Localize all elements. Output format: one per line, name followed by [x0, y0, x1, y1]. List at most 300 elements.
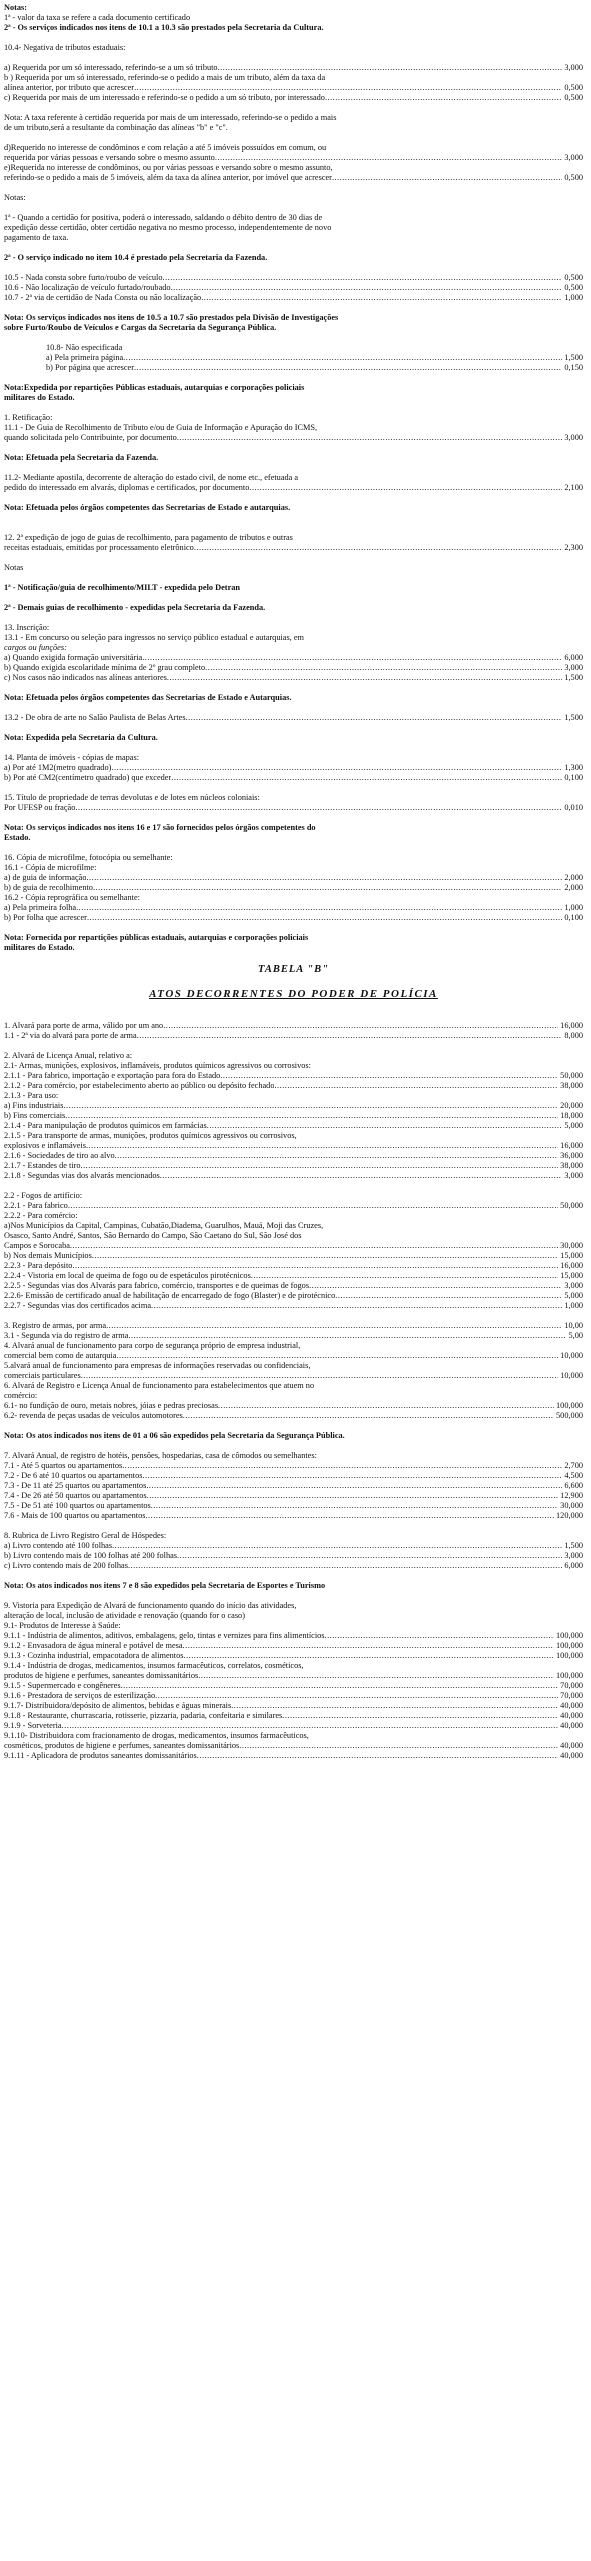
note-text: Nota: Efetuada pelos órgãos competentes das Secretarias de Estado e Autarquias.	[4, 693, 292, 702]
fee-entry-label: 2.1.2 - Para comércio, por estabelecimento aberto ao público ou depósito fechado	[4, 1081, 275, 1090]
text-line: Notas	[4, 563, 24, 572]
fee-entry	[4, 773, 583, 783]
fee-entry-value: 18,000	[560, 1111, 583, 1120]
fee-entry-value: 0,500	[564, 83, 583, 92]
fee-entry	[4, 663, 583, 673]
fee-entry	[4, 1651, 583, 1661]
fee-entry-value: 2,000	[564, 883, 583, 892]
fee-entry-label: c) Nos casos não indicados nas alíneas anteriores	[4, 673, 167, 682]
text-line: 1. Retificação:	[4, 413, 53, 422]
fee-entry-value: 3,000	[564, 1551, 583, 1560]
note-text: 1ª - Notificação/guia de recolhimento/MILT - expedida pelo Detran	[4, 583, 241, 592]
fee-entry	[4, 873, 583, 883]
dot-leader	[171, 283, 563, 293]
dot-leader	[163, 273, 563, 283]
fee-entry-label: Por UFESP ou fração	[4, 803, 76, 812]
fee-entry-label: 3. Registro de armas, por arma	[4, 1321, 107, 1330]
fee-entry-label: 9.1.7- Distribuidora/depósito de alimentos, bebidas e águas minerais	[4, 1701, 232, 1710]
fee-entry-value: 2,100	[564, 483, 583, 492]
fee-entry	[4, 1281, 583, 1291]
spacer	[4, 333, 583, 343]
fee-entry-value: 120,000	[556, 1511, 583, 1520]
dot-leader	[123, 353, 562, 363]
text-line: alteração de local, inclusão de atividade e renovação (quando for o caso)	[4, 1611, 245, 1620]
fee-entry-value: 0,100	[564, 913, 583, 922]
dot-leader	[151, 1501, 558, 1511]
dot-leader	[231, 1701, 558, 1711]
fee-entry-label: comerciais particulares	[4, 1371, 81, 1380]
fee-entry	[4, 1021, 583, 1031]
fee-entry-value: 1,500	[564, 1541, 583, 1550]
spacer	[4, 463, 583, 473]
fee-entry-label: 9.1.9 - Sorveteria	[4, 1721, 62, 1730]
fee-entry-label: a) Pela primeira página	[46, 353, 124, 362]
fee-entry-value: 5,00	[568, 1331, 583, 1340]
text-line: 9. Vistoria para Expedição de Alvará de funcionamento quando do início das atividades,	[4, 1601, 297, 1610]
dot-leader	[93, 883, 562, 893]
text-line: pagamento de taxa.	[4, 233, 69, 242]
text-line: Osasco, Santo André, Santos, São Bernardo do Campo, São Caetano do Sul, São José dos	[4, 1231, 302, 1240]
fee-entry	[4, 763, 583, 773]
fee-entry	[4, 273, 583, 283]
spacer	[4, 1011, 583, 1021]
fee-entry-label: b) Por folha que acrescer	[4, 913, 87, 922]
dot-leader	[325, 1631, 555, 1641]
note-text: Nota: Os atos indicados nos itens de 01 a 06 são expedidos pela Secretaria da Segurança Pública.	[4, 1431, 345, 1440]
fee-entry-label: 2.1.8 - Segundas vias dos alvarás mencionados	[4, 1171, 160, 1180]
table-title: TABELA "B"	[258, 964, 329, 975]
text-line: 2.1.5 - Para transporte de armas, munições, produtos químicos agressivos ou corrosivos,	[4, 1131, 297, 1140]
dot-leader	[128, 1561, 562, 1571]
dot-leader	[163, 1021, 558, 1031]
dot-leader	[116, 1351, 558, 1361]
fee-entry-value: 36,000	[560, 1151, 583, 1160]
fee-entry-value: 0,150	[564, 363, 583, 372]
fee-entry	[4, 1171, 583, 1181]
fee-entry-label: 2.1.6 - Sociedades de tiro ao alvo	[4, 1151, 115, 1160]
fee-entry	[4, 1681, 583, 1691]
text-line: Nota: A taxa referente à certidão requerida por mais de um interessado, referindo-se o pedido a mais	[4, 113, 337, 122]
dot-leader	[177, 433, 563, 443]
fee-entry	[4, 1201, 583, 1211]
fee-entry-value: 3,000	[564, 153, 583, 162]
fee-entry	[4, 1541, 583, 1551]
note-text: Nota: Os atos indicados nos itens 7 e 8 são expedidos pela Secretaria de Esportes e Turismo	[4, 1581, 326, 1590]
fee-entry-label: 9.1.1 - Indústria de alimentos, aditivos, embalagens, gelo, tintas e vernizes para fins alimentícios	[4, 1631, 325, 1640]
spacer	[4, 1591, 583, 1601]
fee-entry-value: 70,000	[560, 1691, 583, 1700]
fee-entry-value: 5,000	[564, 1291, 583, 1300]
spacer	[4, 703, 583, 713]
fee-entry-value: 1,500	[564, 713, 583, 722]
fee-entry	[4, 1071, 583, 1081]
dot-leader	[142, 1471, 562, 1481]
fee-entry-label: 9.1.11 - Aplicadora de produtos saneantes domissanitários	[4, 1751, 197, 1760]
fee-entry-value: 0,010	[564, 803, 583, 812]
fee-entry-value: 0,500	[564, 93, 583, 102]
fee-entry-label: 2.2.5 - Segundas vias dos Alvarás para fabrico, comércio, transportes e de queimas de fogos	[4, 1281, 310, 1290]
fee-entry-value: 16,000	[560, 1141, 583, 1150]
spacer	[4, 553, 583, 563]
fee-entry-value: 40,000	[560, 1701, 583, 1710]
fee-entry	[4, 913, 583, 923]
fee-entry-value: 2,300	[564, 543, 583, 552]
text-line: 16.1 - Cópia de microfilme:	[4, 863, 97, 872]
spacer	[4, 523, 583, 533]
text-line: b ) Requerida por um só interessado, referindo-se o pedido a mais de um tributo, além da taxa da	[4, 73, 326, 82]
text-line: 9.1.10- Distribuidora com fracionamento de drogas, medicamentos, insumos farmacêuticos,	[4, 1731, 309, 1740]
fee-entry-label: 2.2.4 - Vistoria em local de queima de fogo ou de espetáculos pirotécnicos	[4, 1271, 251, 1280]
fee-entry-label: a) Requerida por um só interessado, referindo-se a um só tributo	[4, 63, 218, 72]
fee-entry	[4, 1101, 583, 1111]
fee-entry-value: 1,500	[564, 353, 583, 362]
fee-entry-label: 2.2.1 - Para fabrico	[4, 1201, 68, 1210]
fee-entry-label: 10.7 - 2ª via de certidão de Nada Consta ou não localização	[4, 293, 202, 302]
fee-entry-value: 30,000	[560, 1241, 583, 1250]
spacer	[4, 1001, 583, 1011]
dot-leader	[201, 293, 562, 303]
fee-entry	[4, 353, 583, 363]
fee-entry-value: 6,600	[564, 1481, 583, 1490]
text-line: 13. Inscrição:	[4, 623, 50, 632]
spacer	[4, 1181, 583, 1191]
fee-entry	[4, 1491, 583, 1501]
fee-entry	[4, 293, 583, 303]
text-line: 14. Planta de imóveis - cópias de mapas:	[4, 753, 140, 762]
fee-entry-label: cosméticos, produtos de higiene e perfumes, saneantes domissanitários	[4, 1741, 240, 1750]
fee-entry	[4, 1291, 583, 1301]
fee-entry-value: 3,000	[564, 433, 583, 442]
fee-entry-value: 40,000	[560, 1721, 583, 1730]
dot-leader	[111, 763, 562, 773]
dot-leader	[218, 1401, 554, 1411]
fee-entry-label: b) Livro contendo mais de 100 folhas até 200 folhas	[4, 1551, 178, 1560]
fee-entry	[4, 283, 583, 293]
spacer	[4, 33, 583, 43]
fee-entry	[4, 673, 583, 683]
fee-entry	[4, 1671, 583, 1681]
fee-entry	[4, 483, 583, 493]
fee-entry	[4, 93, 583, 103]
fee-entry-label: receitas estaduais, emitidas por processamento eletrônico	[4, 543, 194, 552]
fee-entry-value: 1,000	[564, 293, 583, 302]
fee-entry-value: 40,000	[560, 1741, 583, 1750]
note-text: Nota: Expedida pela Secretaria da Cultura.	[4, 733, 158, 742]
fee-entry-value: 50,000	[560, 1201, 583, 1210]
dot-leader	[106, 1321, 562, 1331]
fee-entry-value: 0,500	[564, 273, 583, 282]
fee-entry-label: 3.1 - Segunda via do registro de arma	[4, 1331, 129, 1340]
dot-leader	[251, 1271, 558, 1281]
fee-entry	[4, 1331, 583, 1341]
fee-entry-label: 9.1.8 - Restaurante, churrascaria, rotisserie, pizzaria, padaria, confeitaria e similares	[4, 1711, 283, 1720]
fee-entry	[4, 1631, 583, 1641]
fee-entry	[4, 1561, 583, 1571]
fee-entry	[4, 1471, 583, 1481]
text-line: 8. Rubrica de Livro Registro Geral de Hóspedes:	[4, 1531, 167, 1540]
dot-leader	[194, 543, 562, 553]
fee-entry-label: a) Quando exigida formação universitária	[4, 653, 143, 662]
fee-entry-label: 9.1.2 - Envasadora de água mineral e potável de mesa	[4, 1641, 183, 1650]
text-line: 16. Cópia de microfilme, fotocópia ou semelhante:	[4, 853, 173, 862]
fee-entry	[4, 1721, 583, 1731]
text-line: 11.1 - De Guia de Recolhimento de Tributo e/ou de Guia de Informação e Apuração do ICMS,	[4, 423, 318, 432]
fee-entry	[4, 1411, 583, 1421]
fee-entry-value: 5,000	[564, 1121, 583, 1130]
dot-leader	[121, 1681, 559, 1691]
fee-entry	[4, 1321, 583, 1331]
dot-leader	[155, 1691, 558, 1701]
fee-entry-value: 40,000	[560, 1711, 583, 1720]
text-line: 10.4- Negativa de tributos estaduais:	[4, 43, 126, 52]
spacer	[4, 573, 583, 583]
fee-entry-value: 10,000	[560, 1351, 583, 1360]
text-line: 5.alvará anual de funcionamento para empresas de informações reservadas ou confidenciais,	[4, 1361, 311, 1370]
fee-entry-value: 20,000	[560, 1101, 583, 1110]
text-line: 1ª - Quando a certidão for positiva, poderá o interessado, saldando o débito dentro de 30 dias de	[4, 213, 323, 222]
fee-entry	[4, 803, 583, 813]
spacer	[4, 103, 583, 113]
spacer	[4, 493, 583, 503]
spacer	[4, 243, 583, 253]
dot-leader	[134, 83, 562, 93]
fee-entry-value: 3,000	[564, 1171, 583, 1180]
section-title: ATOS DECORRENTES DO PODER DE POLÍCIA	[149, 988, 438, 1000]
dot-leader	[220, 1071, 558, 1081]
spacer	[4, 843, 583, 853]
fee-entry-value: 1,500	[564, 673, 583, 682]
fee-entry-value: 15,000	[560, 1271, 583, 1280]
fee-entry-label: produtos de higiene e perfumes, saneantes domissanitários	[4, 1671, 199, 1680]
fee-entry	[4, 1691, 583, 1701]
dot-leader	[63, 1101, 558, 1111]
text-line: a)Nos Municípios da Capital, Campinas, Cubatão,Diadema, Guarulhos, Mauá, Moji das Cruzes,	[4, 1221, 324, 1230]
fee-entry-value: 1,000	[564, 903, 583, 912]
fee-entry	[4, 1111, 583, 1121]
fee-entry-value: 1,300	[564, 763, 583, 772]
dot-leader	[282, 1711, 558, 1721]
spacer	[4, 303, 583, 313]
text-line: 6. Alvará de Registro e Licença Anual de funcionamento para estabelecimentos que atuem no	[4, 1381, 315, 1390]
spacer	[4, 53, 583, 63]
dot-leader	[87, 913, 562, 923]
fee-entry	[4, 543, 583, 553]
dot-leader	[335, 1291, 562, 1301]
text-line: Notas:	[4, 193, 26, 202]
note-text: Nota: Efetuada pela Secretaria da Fazenda.	[4, 453, 159, 462]
fee-entry	[4, 363, 583, 373]
text-line: 2.2 - Fogos de artifício:	[4, 1191, 83, 1200]
dot-leader	[128, 1331, 566, 1341]
spacer	[4, 183, 583, 193]
note-text: Nota:Expedida por repartições Públicas estaduais, autarquias e corporações policiais	[4, 383, 305, 392]
fee-entry-label: 2.2.7 - Segundas vias dos certificados acima	[4, 1301, 151, 1310]
fee-entry-value: 10,00	[564, 1321, 583, 1330]
fee-entry-label: referindo-se o pedido a mais de 5 imóveis, além da taxa da alínea anterior, por imóvel que acrescer	[4, 173, 332, 182]
fee-entry-value: 1,000	[564, 1301, 583, 1310]
fee-entry	[4, 1741, 583, 1751]
fee-entry-label: 10.6 - Não localização de veículo furtado/roubado	[4, 283, 171, 292]
text-line: 10.8- Não especificada	[46, 343, 123, 352]
fee-entry	[4, 1641, 583, 1651]
fee-entry-label: 10.5 - Nada consta sobre furto/roubo de veículo	[4, 273, 163, 282]
text-line: 2.1.3 - Para uso:	[4, 1091, 59, 1100]
fee-entry	[4, 1141, 583, 1151]
dot-leader	[332, 173, 562, 183]
spacer	[4, 1571, 583, 1581]
fee-entry	[4, 653, 583, 663]
fee-entry	[4, 83, 583, 93]
dot-leader	[62, 1721, 559, 1731]
note-text: 2ª - Os serviços indicados nos itens de 10.1 a 10.3 são prestados pela Secretaria da Cultura.	[4, 23, 324, 32]
dot-leader	[115, 1151, 559, 1161]
fee-entry-label: quando solicitada pelo Contribuinte, por documento	[4, 433, 177, 442]
spacer	[4, 263, 583, 273]
text-line: 7. Alvará Anual, de registro de hotéis, pensões, hospedarias, casa de cômodos ou semelhantes:	[4, 1451, 317, 1460]
fee-entry-value: 10,000	[560, 1371, 583, 1380]
note-text: 2ª - Demais guias de recolhimento - expedidas pela Secretaria da Fazenda.	[4, 603, 266, 612]
fee-entry-value: 100,000	[556, 1631, 583, 1640]
fee-entry-label: 2.1.4 - Para manipulação de produtos químicos em farmácias	[4, 1121, 207, 1130]
fee-entry	[4, 1461, 583, 1471]
fee-entry-label: 1. Alvará para porte de arma, válido por um ano	[4, 1021, 164, 1030]
fee-entry-value: 40,000	[560, 1751, 583, 1760]
fee-entry-label: comercial bem como de autarquia	[4, 1351, 117, 1360]
fee-entry-label: 2.1.1 - Para fabrico, importação e exportação para fora do Estado	[4, 1071, 221, 1080]
fee-entry-label: 7.4 - De 26 até 50 quartos ou apartamentos	[4, 1491, 147, 1500]
spacer	[4, 953, 583, 963]
fee-entry	[4, 1161, 583, 1171]
fee-entry	[4, 433, 583, 443]
dot-leader	[167, 673, 562, 683]
fee-entry-value: 70,000	[560, 1681, 583, 1690]
fee-entry-label: Campos e Sorocaba	[4, 1241, 70, 1250]
text-line: 11.2- Mediante apostila, decorrente de alteração do estado civil, de nome etc., efetuada a	[4, 473, 299, 482]
dot-leader	[249, 483, 562, 493]
dot-leader	[198, 1671, 554, 1681]
dot-leader	[146, 1481, 562, 1491]
dot-leader	[160, 1171, 563, 1181]
dot-leader	[86, 873, 562, 883]
dot-leader	[147, 1491, 559, 1501]
note-text: 2ª - O serviço indicado no item 10.4 é prestado pela Secretaria da Fazenda.	[4, 253, 268, 262]
text-line: 2. Alvará de Licença Anual, relativo a:	[4, 1051, 133, 1060]
note-text: Estado.	[4, 833, 31, 842]
fee-entry-label: requerida por várias pessoas e versando sobre o mesmo assunto	[4, 153, 215, 162]
fee-entry-label: 6.1- no fundição de ouro, metais nobres, jóias e pedras preciosas	[4, 1401, 219, 1410]
fee-entry-label: a) Por até 1M2(metro quadrado)	[4, 763, 112, 772]
fee-entry-label: c) Livro contendo mais de 200 folhas	[4, 1561, 128, 1570]
fee-entry-value: 16,000	[560, 1261, 583, 1270]
note-text: Notas:	[4, 3, 28, 12]
fee-entry	[4, 1121, 583, 1131]
fee-entry-value: 6,000	[564, 1561, 583, 1570]
fee-entry-label: 7.2 - De 6 até 10 quartos ou apartamentos	[4, 1471, 143, 1480]
dot-leader	[112, 1541, 562, 1551]
fee-entry	[4, 1301, 583, 1311]
spacer	[4, 403, 583, 413]
fee-entry-label: pedido do interessado em alvarás, diplomas e certificados, por documento	[4, 483, 250, 492]
fee-entry-label: a) Pela primeira folha	[4, 903, 77, 912]
fee-entry-label: explosivos e inflamáveis	[4, 1141, 87, 1150]
fee-entry-label: b) de guia de recolhimento	[4, 883, 93, 892]
dot-leader	[151, 1301, 562, 1311]
dot-leader	[171, 773, 562, 783]
dot-leader	[177, 1551, 562, 1561]
note-text: militares do Estado.	[4, 943, 75, 952]
fee-entry-value: 8,000	[564, 1031, 583, 1040]
note-text: militares do Estado.	[4, 393, 75, 402]
fee-entry	[4, 883, 583, 893]
dot-leader	[309, 1281, 562, 1291]
dot-leader	[145, 1511, 554, 1521]
text-line: 15. Título de propriedade de terras devolutas e de lotes em núcleos coloniais:	[4, 793, 260, 802]
fee-entry-value: 100,000	[556, 1641, 583, 1650]
fee-entry-value: 50,000	[560, 1071, 583, 1080]
fee-entry	[4, 153, 583, 163]
dot-leader	[218, 63, 563, 73]
dot-leader	[81, 1371, 558, 1381]
spacer	[4, 513, 583, 523]
spacer	[4, 743, 583, 753]
fee-entry	[4, 1151, 583, 1161]
fee-entry-label: 2.1.7 - Estandes de tiro	[4, 1161, 81, 1170]
text-line: 9.1.4 - Indústria de drogas, medicamentos, insumos farmacêuticos, correlatos, cosméticos,	[4, 1661, 304, 1670]
fee-entry	[4, 1481, 583, 1491]
fee-entry-label: 7.3 - De 11 até 25 quartos ou apartamentos	[4, 1481, 147, 1490]
fee-entry-label: a) de guia de informação	[4, 873, 87, 882]
fee-entry-label: b) Por página que acrescer	[46, 363, 134, 372]
spacer	[4, 1041, 583, 1051]
text-line: e)Requerida no interesse de condôminos, ou por várias pessoas e versando sobre o mesmo assunto,	[4, 163, 333, 172]
dot-leader	[86, 1141, 558, 1151]
text-line: 4. Alvará anual de funcionamento para corpo de segurança próprio de empresa industrial,	[4, 1341, 301, 1350]
dot-leader	[207, 1121, 563, 1131]
text-line: comércio:	[4, 1391, 38, 1400]
fee-entry-label: 1.1 - 2ª via do alvará para porte de arma	[4, 1031, 137, 1040]
fee-entry-value: 2,000	[564, 873, 583, 882]
text-line: de um tributo,será a resultante da combinação das alíneas "b" e "c".	[4, 123, 228, 132]
text-line: expedição desse certidão, obter certidão negativa no mesmo processo, independentemente de novo	[4, 223, 332, 232]
fee-entry-value: 38,000	[560, 1081, 583, 1090]
spacer	[4, 783, 583, 793]
fee-entry	[4, 1511, 583, 1521]
spacer	[4, 203, 583, 213]
fee-entry-label: 7.6 - Mais de 100 quartos ou apartamentos	[4, 1511, 146, 1520]
fee-entry-value: 6,000	[564, 653, 583, 662]
spacer	[4, 593, 583, 603]
dot-leader	[137, 1031, 563, 1041]
fee-entry	[4, 1251, 583, 1261]
fee-entry	[4, 1401, 583, 1411]
text-line: 2.1- Armas, munições, explosivos, inflamáveis, produtos químicos agressivos ou corrosivos:	[4, 1061, 311, 1070]
fee-entry-label: b) Por até CM2(centímetro quadrado) que exceder	[4, 773, 172, 782]
text-line: 13.1 - Em concurso ou seleção para ingressos no serviço público estadual e autarquias, em	[4, 633, 304, 642]
fee-entry-value: 16,000	[560, 1021, 583, 1030]
fee-entry-label: 9.1.3 - Cozinha industrial, empacotadora de alimentos	[4, 1651, 184, 1660]
dot-leader	[75, 803, 562, 813]
fee-entry	[4, 1371, 583, 1381]
dot-leader	[239, 1741, 558, 1751]
fee-entry-label: a) Fins industriais	[4, 1101, 64, 1110]
fee-entry-value: 15,000	[560, 1251, 583, 1260]
dot-leader	[142, 653, 562, 663]
fee-entry-label: 7.5 - De 51 até 100 quartos ou apartamentos	[4, 1501, 151, 1510]
dot-leader	[68, 1201, 558, 1211]
fee-entry-value: 100,000	[556, 1671, 583, 1680]
fee-entry-label: 13.2 - De obra de arte no Salão Paulista de Belas Artes	[4, 713, 186, 722]
spacer	[4, 813, 583, 823]
